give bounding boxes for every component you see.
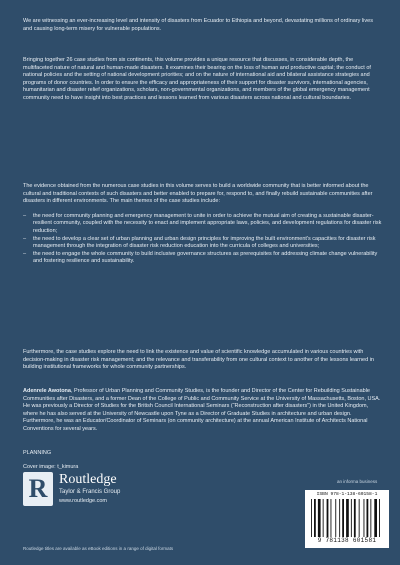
- theme-item: – the need for community planning and emergency management to unite in order to achieve the mutual aim of creating a sustainable disaster-resilient community, coupled with the necessity to enact and implement appropriate laws, policies, and development regulations for disaster risk reduction;: [23, 213, 383, 236]
- publisher-url: www.routledge.com: [59, 498, 107, 504]
- routledge-mark-icon: R: [23, 472, 53, 506]
- cover-credit: Cover image: t_kimura: [23, 464, 79, 470]
- barcode-digits: 9 781138 601581: [317, 537, 377, 544]
- author-name: Adenrele Awotona: [23, 388, 71, 394]
- barcode-icon: [310, 499, 384, 537]
- intro-paragraph: We are witnessing an ever-increasing level and intensity of disasters from Ecuador to Ethiopia and beyond, devastating millions of ordinary lives and causing long-term misery for vulnerable populations.: [23, 18, 373, 32]
- overview-paragraph: Bringing together 26 case studies from six continents, this volume provides a unique resource that discusses, in considerable depth, the multifaceted nature of natural and human-made disasters. It examines their bearing on the loss of human and productive capital; the conduct of national policies and the setting of national development priorities; and on the nature of international aid and bilateral assistance strategies and programs of donor countries. In order to ensure the efficacy and appropriateness of their support for disaster survivors, international agencies, humanitarian and disaster relief organizations, scholars, non-governmental organizations, and members of the global emergency management community need to have insight into best practices and lessons learned from various disasters across national and cultural boundaries.: [23, 57, 371, 101]
- subject-category: PLANNING: [23, 450, 52, 456]
- theme-item: – the need to engage the whole community to build inclusive governance structures as prerequisites for addressing climate change vulnerability and fostering resilience and sustainability.: [23, 251, 383, 266]
- ebook-footnote: Routledge titles are available as eBook editions in a range of digital formats: [23, 546, 174, 551]
- publisher-group: Taylor & Francis Group: [59, 489, 121, 495]
- further-paragraph: Furthermore, the case studies explore the need to link the existence and value of scientific knowledge accumulated in various countries with decision-making in disaster risk management; and the relevance and transferability from one cultural context to another of the lessons learned in building institutional frameworks for whole community partnerships.: [23, 349, 374, 371]
- isbn-barcode: [305, 490, 389, 548]
- author-bio: [23, 388, 383, 434]
- theme-item: – the need to develop a clear set of urban planning and urban design principles for improving the built environment's capacities for disaster risk management through the integration of disaster risk reduction education into the curricula of colleges and universities;: [23, 236, 383, 251]
- informa-tagline: an informa business: [337, 479, 378, 484]
- publisher-name: Routledge: [59, 472, 117, 487]
- evidence-paragraph: The evidence obtained from the numerous case studies in this volume serves to build a worldwide community that is better informed about the cultural and traditional contexts of such disasters and better enabled to prepare for, respond to, and finally rebuild sustainable communities after disasters in different environments. The main themes of the case studies include: – the need for community planning and emergency management to unite in order to achieve the mutual aim of creating a sustainable disaster-resilient community, coupled with the necessity to enact and implement appropriate laws, policies, and development regulations for disaster risk reduction; – the need to develop a clear set of urban planning and urban design principles for improving the built environment's capacities for disaster risk management through the integration of disaster risk reduction education into the curricula of colleges and universities; – the need to engage the whole community to build inclusive governance structures as prerequisites for addressing climate change vulnerability and fostering resilience and sustainability.: [23, 183, 383, 266]
- isbn-text: ISBN 978-1-138-60158-1: [316, 492, 378, 497]
- author-bio-text: , Professor of Urban Planning and Community Studies, is the founder and Director of the Center for Rebuilding Sustainable Communities after Disasters, and a former Dean of the College of Public and Community Service at the University of Massachusetts, Boston, USA. He was previously a Director of Studies for the British Council International Seminars (“Reconstruction after disasters”) in the United Kingdom, where he has also served at the University of Newcastle upon Tyne as a Director of Graduate Studies in architecture and urban design. Furthermore, he was an Educator/Coordinator of Seminars (on community architecture) at the annual American Institute of Architects National Conventions for several years.: [23, 388, 381, 432]
- themes-list: [23, 213, 383, 266]
- publisher-logo: [23, 470, 283, 522]
